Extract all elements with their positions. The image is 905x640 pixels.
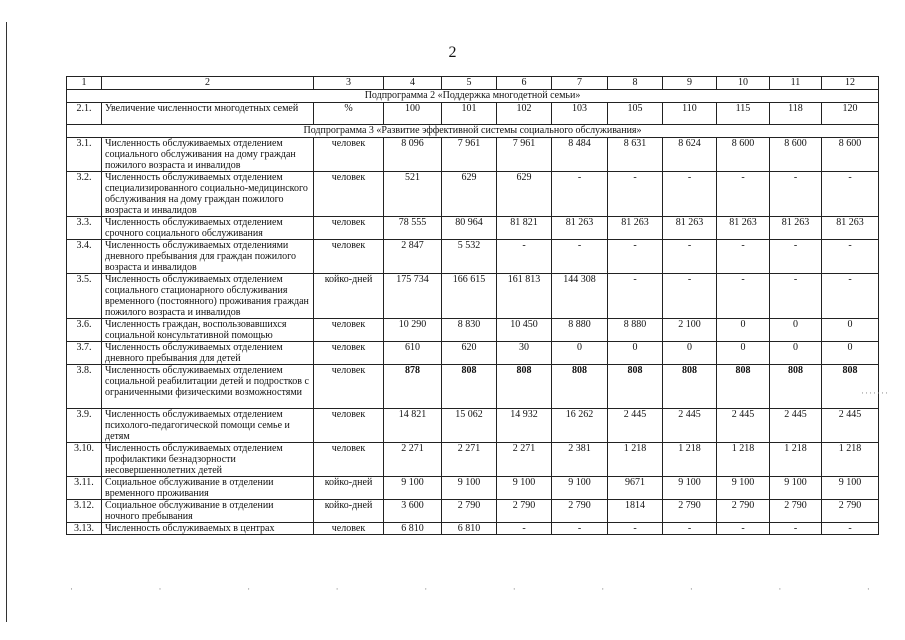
value-cell: 6 810 (384, 523, 442, 535)
value-cell: - (822, 523, 879, 535)
value-cell: - (552, 240, 608, 274)
value-cell: 2 790 (497, 500, 552, 523)
value-cell: 2 271 (384, 443, 442, 477)
value-cell: - (770, 274, 822, 319)
value-cell: 78 555 (384, 217, 442, 240)
value-cell: - (770, 240, 822, 274)
value-cell: 2 271 (497, 443, 552, 477)
value-cell: - (608, 523, 663, 535)
table-row (67, 240, 879, 274)
value-cell: 2 790 (663, 500, 717, 523)
value-cell: 80 964 (442, 217, 497, 240)
indicator-description: Численность обслуживаемых отделением профилактики безнадзорности несовершеннолетних детей (102, 443, 314, 477)
header-cell: 3 (314, 77, 384, 90)
value-cell: 100 (384, 103, 442, 125)
value-cell: - (770, 172, 822, 217)
value-cell: - (552, 172, 608, 217)
indicator-description: Численность обслуживаемых отделением специализированного социально-медицинского обслуживания на дому граждан пожилого возраста и инвалидов (102, 172, 314, 217)
unit-cell: человек (314, 172, 384, 217)
value-cell: 808 (717, 365, 770, 409)
table-row (67, 103, 879, 125)
row-number: 3.2. (67, 172, 102, 217)
header-cell: 11 (770, 77, 822, 90)
table-row (67, 217, 879, 240)
row-number: 3.13. (67, 523, 102, 535)
value-cell: 8 600 (717, 138, 770, 172)
row-number: 3.12. (67, 500, 102, 523)
unit-cell: человек (314, 365, 384, 409)
table-row (67, 500, 879, 523)
indicators-table (66, 76, 879, 535)
value-cell: 2 790 (822, 500, 879, 523)
value-cell: 2 445 (717, 409, 770, 443)
section-title: Подпрограмма 3 «Развитие эффективной системы социального обслуживания» (67, 125, 879, 138)
row-number: 2.1. (67, 103, 102, 125)
unit-cell: человек (314, 409, 384, 443)
value-cell: 521 (384, 172, 442, 217)
table-row (67, 523, 879, 535)
value-cell: 8 624 (663, 138, 717, 172)
header-cell: 5 (442, 77, 497, 90)
table-row (67, 409, 879, 443)
value-cell: 808 (552, 365, 608, 409)
value-cell: 8 600 (822, 138, 879, 172)
value-cell: 0 (717, 319, 770, 342)
value-cell: - (717, 240, 770, 274)
value-cell: 8 600 (770, 138, 822, 172)
value-cell: 9 100 (497, 477, 552, 500)
value-cell: 81 821 (497, 217, 552, 240)
value-cell: 101 (442, 103, 497, 125)
indicator-description: Численность обслуживаемых отделением социальной реабилитации детей и подростков с ограниченными физическими возможностями (102, 365, 314, 409)
value-cell: - (822, 240, 879, 274)
value-cell: 6 810 (442, 523, 497, 535)
value-cell: 175 734 (384, 274, 442, 319)
row-number: 3.11. (67, 477, 102, 500)
value-cell: 9 100 (663, 477, 717, 500)
value-cell: 808 (822, 365, 879, 409)
value-cell: 144 308 (552, 274, 608, 319)
value-cell: 30 (497, 342, 552, 365)
unit-cell: койко-дней (314, 477, 384, 500)
indicator-description: Численность обслуживаемых отделением социального стационарного обслуживания временного (постоянного) проживания граждан пожилого возраста и инвалидов (102, 274, 314, 319)
value-cell: - (770, 523, 822, 535)
indicator-description: Численность обслуживаемых отделениями дневного пребывания для граждан пожилого возраста и инвалидов (102, 240, 314, 274)
value-cell: 9 100 (442, 477, 497, 500)
value-cell: 10 450 (497, 319, 552, 342)
unit-cell: человек (314, 240, 384, 274)
value-cell: 120 (822, 103, 879, 125)
value-cell: 610 (384, 342, 442, 365)
value-cell: 16 262 (552, 409, 608, 443)
indicator-description: Численность обслуживаемых в центрах (102, 523, 314, 535)
value-cell: 620 (442, 342, 497, 365)
value-cell: 2 445 (770, 409, 822, 443)
unit-cell: человек (314, 319, 384, 342)
value-cell: - (497, 240, 552, 274)
value-cell: 7 961 (442, 138, 497, 172)
table-row (67, 342, 879, 365)
value-cell: 0 (770, 342, 822, 365)
row-number: 3.10. (67, 443, 102, 477)
value-cell: 0 (552, 342, 608, 365)
header-cell: 8 (608, 77, 663, 90)
unit-cell: человек (314, 217, 384, 240)
value-cell: - (497, 523, 552, 535)
value-cell: 118 (770, 103, 822, 125)
value-cell: 2 271 (442, 443, 497, 477)
value-cell: 8 830 (442, 319, 497, 342)
row-number: 3.7. (67, 342, 102, 365)
unit-cell: % (314, 103, 384, 125)
value-cell: 15 062 (442, 409, 497, 443)
indicator-description: Численность обслуживаемых отделением социального обслуживания на дому граждан пожилого возраста и инвалидов (102, 138, 314, 172)
table-row (67, 138, 879, 172)
row-number: 3.5. (67, 274, 102, 319)
value-cell: 2 790 (442, 500, 497, 523)
value-cell: 2 790 (552, 500, 608, 523)
value-cell: 105 (608, 103, 663, 125)
table-row (67, 443, 879, 477)
indicator-description: Социальное обслуживание в отделении ночного пребывания (102, 500, 314, 523)
value-cell: - (663, 523, 717, 535)
value-cell: 9 100 (822, 477, 879, 500)
value-cell: 81 263 (608, 217, 663, 240)
value-cell: 1814 (608, 500, 663, 523)
value-cell: - (717, 523, 770, 535)
value-cell: 10 290 (384, 319, 442, 342)
value-cell: 2 100 (663, 319, 717, 342)
header-cell: 7 (552, 77, 608, 90)
value-cell: 0 (822, 342, 879, 365)
value-cell: 2 445 (608, 409, 663, 443)
value-cell: 1 218 (663, 443, 717, 477)
value-cell: 166 615 (442, 274, 497, 319)
value-cell: 1 218 (822, 443, 879, 477)
value-cell: 0 (663, 342, 717, 365)
value-cell: 81 263 (552, 217, 608, 240)
row-number: 3.3. (67, 217, 102, 240)
value-cell: - (608, 274, 663, 319)
header-cell: 4 (384, 77, 442, 90)
header-cell: 2 (102, 77, 314, 90)
value-cell: 808 (770, 365, 822, 409)
row-number: 3.9. (67, 409, 102, 443)
value-cell: 7 961 (497, 138, 552, 172)
page-number: 2 (448, 44, 457, 61)
header-cell: 1 (67, 77, 102, 90)
value-cell: 8 880 (552, 319, 608, 342)
value-cell: 14 932 (497, 409, 552, 443)
value-cell: - (717, 274, 770, 319)
value-cell: 5 532 (442, 240, 497, 274)
value-cell: - (717, 172, 770, 217)
value-cell: 2 790 (717, 500, 770, 523)
row-number: 3.6. (67, 319, 102, 342)
value-cell: 8 484 (552, 138, 608, 172)
value-cell: - (608, 172, 663, 217)
value-cell: 2 790 (770, 500, 822, 523)
value-cell: 808 (663, 365, 717, 409)
value-cell: 2 381 (552, 443, 608, 477)
value-cell: 9 100 (384, 477, 442, 500)
value-cell: 14 821 (384, 409, 442, 443)
value-cell: 1 218 (770, 443, 822, 477)
section-heading-row (67, 125, 879, 138)
value-cell: 81 263 (663, 217, 717, 240)
value-cell: - (608, 240, 663, 274)
table-row (67, 319, 879, 342)
value-cell: 81 263 (822, 217, 879, 240)
header-cell: 6 (497, 77, 552, 90)
bottom-dots: · · · · · · · · · · (70, 584, 870, 594)
section-heading-row (67, 90, 879, 103)
value-cell: 808 (497, 365, 552, 409)
value-cell: 9 100 (770, 477, 822, 500)
row-number: 3.1. (67, 138, 102, 172)
value-cell: - (663, 274, 717, 319)
header-cell: 9 (663, 77, 717, 90)
value-cell: 8 880 (608, 319, 663, 342)
unit-cell: человек (314, 523, 384, 535)
indicator-description: Численность обслуживаемых отделением психолого-педагогической помощи семье и детям (102, 409, 314, 443)
value-cell: - (822, 274, 879, 319)
value-cell: 2 847 (384, 240, 442, 274)
value-cell: 3 600 (384, 500, 442, 523)
unit-cell: койко-дней (314, 274, 384, 319)
value-cell: 9671 (608, 477, 663, 500)
table-row (67, 477, 879, 500)
table-row (67, 365, 879, 409)
indicator-description: Численность обслуживаемых отделением дневного пребывания для детей (102, 342, 314, 365)
table-row (67, 274, 879, 319)
table-row (67, 172, 879, 217)
value-cell: 808 (442, 365, 497, 409)
value-cell: 629 (442, 172, 497, 217)
value-cell: 0 (822, 319, 879, 342)
indicator-description: Социальное обслуживание в отделении временного проживания (102, 477, 314, 500)
row-number: 3.4. (67, 240, 102, 274)
indicator-description: Численность обслуживаемых отделением срочного социального обслуживания (102, 217, 314, 240)
value-cell: - (822, 172, 879, 217)
value-cell: 2 445 (822, 409, 879, 443)
value-cell: 1 218 (717, 443, 770, 477)
section-title: Подпрограмма 2 «Поддержка многодетной семьи» (67, 90, 879, 103)
unit-cell: человек (314, 443, 384, 477)
header-cell: 12 (822, 77, 879, 90)
header-row (67, 77, 879, 90)
unit-cell: человек (314, 342, 384, 365)
unit-cell: человек (314, 138, 384, 172)
table-body (67, 90, 879, 535)
margin-rule (6, 22, 7, 622)
value-cell: 0 (608, 342, 663, 365)
indicator-description: Увеличение численности многодетных семей (102, 103, 314, 125)
header-cell: 10 (717, 77, 770, 90)
value-cell: 102 (497, 103, 552, 125)
value-cell: 0 (770, 319, 822, 342)
value-cell: 9 100 (552, 477, 608, 500)
value-cell: - (663, 172, 717, 217)
value-cell: 161 813 (497, 274, 552, 319)
value-cell: 81 263 (770, 217, 822, 240)
indicator-description: Численность граждан, воспользовавшихся социальной консультативной помощью (102, 319, 314, 342)
value-cell: 808 (608, 365, 663, 409)
value-cell: 115 (717, 103, 770, 125)
value-cell: 8 631 (608, 138, 663, 172)
margin-dots: ······· (861, 388, 889, 398)
value-cell: 110 (663, 103, 717, 125)
value-cell: 8 096 (384, 138, 442, 172)
value-cell: 9 100 (717, 477, 770, 500)
value-cell: 629 (497, 172, 552, 217)
value-cell: 1 218 (608, 443, 663, 477)
value-cell: 0 (717, 342, 770, 365)
row-number: 3.8. (67, 365, 102, 409)
table-header (67, 77, 879, 90)
unit-cell: койко-дней (314, 500, 384, 523)
value-cell: 81 263 (717, 217, 770, 240)
value-cell: - (552, 523, 608, 535)
value-cell: 878 (384, 365, 442, 409)
value-cell: 103 (552, 103, 608, 125)
value-cell: - (663, 240, 717, 274)
value-cell: 2 445 (663, 409, 717, 443)
